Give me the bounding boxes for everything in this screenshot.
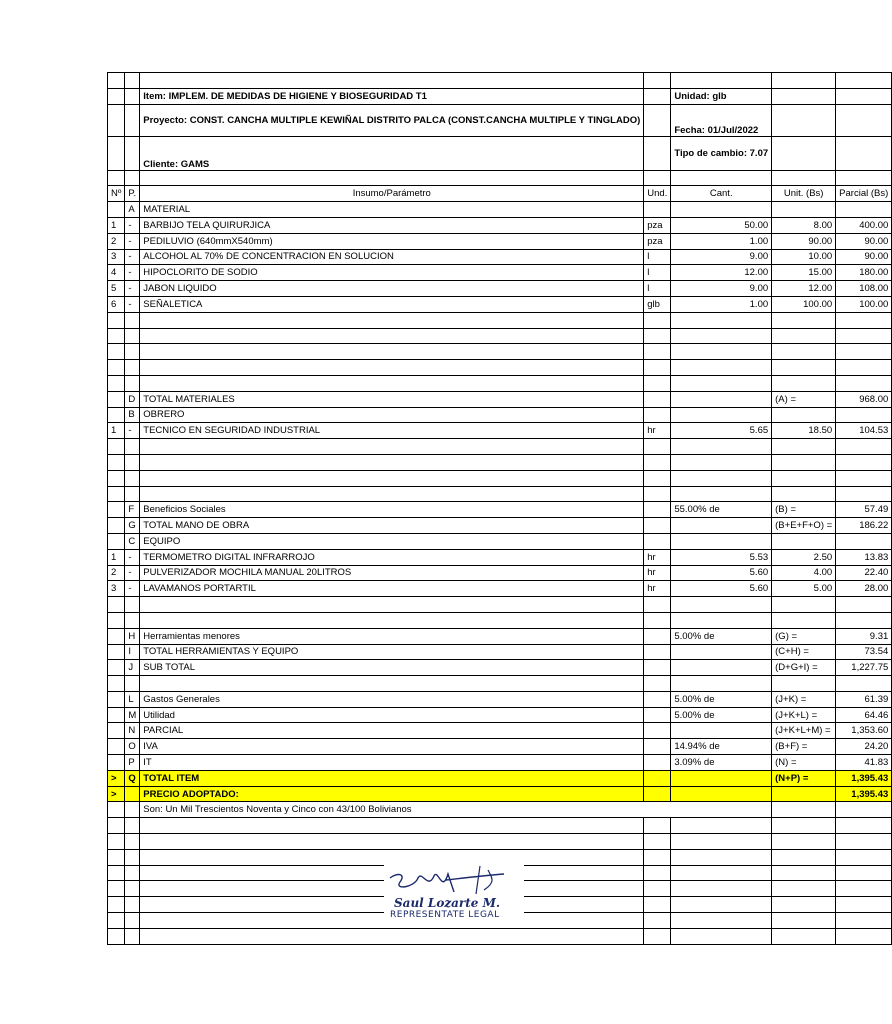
row-und: l [644,265,671,281]
row-label: TOTAL MATERIALES [140,391,644,407]
row-desc: BARBIJO TELA QUIRURJICA [140,217,644,233]
herramientas-row [108,628,892,644]
row-parcial: 180.00 [836,265,892,281]
row-code: F [125,502,140,518]
blank-row [108,597,892,613]
table-row [108,423,892,439]
row-formula: (A) = [772,391,836,407]
row-value: 968.00 [836,391,892,407]
row-number: 1 [108,549,125,565]
row-p: - [125,233,140,249]
row-value: 1,227.75 [836,660,892,676]
blank-row [108,676,892,692]
section-label: EQUIPO [140,533,644,549]
row-unit: 4.00 [772,565,836,581]
blank-row [108,834,892,850]
row-unit: 90.00 [772,233,836,249]
row-formula: (G) = [772,628,836,644]
row-und: hr [644,581,671,597]
obrero-rows [108,423,892,439]
row-p: - [125,296,140,312]
row-und: glb [644,296,671,312]
row-label: TOTAL HERRAMIENTAS Y EQUIPO [140,644,644,660]
row-value: 1,395.43 [836,770,892,786]
row-und: hr [644,549,671,565]
section-code: C [125,533,140,549]
header-item-row [108,88,892,104]
blank-row [108,928,892,944]
row-number: 5 [108,281,125,297]
row-parcial: 108.00 [836,281,892,297]
tipo-cambio-label: Tipo de cambio: 7.07 [671,136,772,170]
row-formula: (B+E+F+O) = [772,518,836,534]
row-p: - [125,281,140,297]
row-cant: 5.60 [671,565,772,581]
row-p: - [125,249,140,265]
blank-row [108,439,892,455]
row-parcial: 13.83 [836,549,892,565]
table-row [108,233,892,249]
row-p: - [125,265,140,281]
row-label: Herramientas menores [140,628,644,644]
utilidad-row [108,707,892,723]
col-parcial-header: Parcial (Bs) [836,186,892,202]
row-label: Utilidad [140,707,644,723]
fecha-label: Fecha: 01/Jul/2022 [671,104,772,136]
row-formula: (J+K+L) = [772,707,836,723]
row-value: 57.49 [836,502,892,518]
row-desc: PULVERIZADOR MOCHILA MANUAL 20LITROS [140,565,644,581]
row-desc: SEÑALETICA [140,296,644,312]
row-cant: 12.00 [671,265,772,281]
row-unit: 12.00 [772,281,836,297]
row-label: TOTAL MANO DE OBRA [140,518,644,534]
row-value: 73.54 [836,644,892,660]
row-formula: (C+H) = [772,644,836,660]
row-p: - [125,549,140,565]
table-row [108,217,892,233]
subtotal-row [108,660,892,676]
row-value: 1,395.43 [836,786,892,802]
iva-row [108,739,892,755]
row-pct: 3.09% de [671,755,772,771]
total-item-row [108,770,892,786]
row-parcial: 100.00 [836,296,892,312]
row-number: 2 [108,233,125,249]
table-row [108,581,892,597]
cliente-label: Cliente: GAMS [140,136,644,170]
row-value: 61.39 [836,691,892,707]
blank-row [108,486,892,502]
row-code: D [125,391,140,407]
signature-stamp [384,864,524,924]
table-row [108,565,892,581]
blank-row [108,360,892,376]
blank-row [108,328,892,344]
row-cant: 5.53 [671,549,772,565]
row-number: 1 [108,423,125,439]
cost-analysis-table [107,72,892,945]
item-title: Item: IMPLEM. DE MEDIDAS DE HIGIENE Y BIOSEGURIDAD T1 [140,88,644,104]
row-formula: (J+K) = [772,691,836,707]
it-row [108,755,892,771]
row-p: - [125,217,140,233]
row-number: 1 [108,217,125,233]
row-cant: 50.00 [671,217,772,233]
son-row [108,802,892,818]
row-p: - [125,565,140,581]
row-desc: TECNICO EN SEGURIDAD INDUSTRIAL [140,423,644,439]
table-row [108,549,892,565]
equipo-rows [108,549,892,596]
row-desc: PEDILUVIO (640mmX540mm) [140,233,644,249]
col-cant-header: Cant. [671,186,772,202]
row-value: 24.20 [836,739,892,755]
blank-row [108,470,892,486]
blank-row [108,73,892,89]
row-unit: 8.00 [772,217,836,233]
row-label: Gastos Generales [140,691,644,707]
row-number: 6 [108,296,125,312]
row-number: 2 [108,565,125,581]
row-label: PRECIO ADOPTADO: [140,786,644,802]
row-label: Beneficios Sociales [140,502,644,518]
row-p: - [125,423,140,439]
blank-row [108,312,892,328]
row-desc: LAVAMANOS PORTARTIL [140,581,644,597]
table-row [108,249,892,265]
signature-name: Saul Lozarte M. [394,896,501,910]
row-code: N [125,723,140,739]
row-parcial: 28.00 [836,581,892,597]
row-formula: (N+P) = [772,770,836,786]
row-unit: 5.00 [772,581,836,597]
row-code: P [125,755,140,771]
row-value: 9.31 [836,628,892,644]
row-desc: HIPOCLORITO DE SODIO [140,265,644,281]
row-mark: > [108,770,125,786]
row-cant: 5.65 [671,423,772,439]
section-label: OBRERO [140,407,644,423]
section-code: A [125,202,140,218]
blank-row [108,454,892,470]
row-code: Q [125,770,140,786]
section-material-row [108,202,892,218]
blank-row [108,849,892,865]
row-cant: 9.00 [671,249,772,265]
row-number: 3 [108,581,125,597]
row-code: M [125,707,140,723]
row-formula: (J+K+L+M) = [772,723,836,739]
blank-row [108,344,892,360]
row-label: IT [140,755,644,771]
row-value: 1,353.60 [836,723,892,739]
row-code: G [125,518,140,534]
header-cliente-row [108,136,892,170]
col-unit-header: Unit. (Bs) [772,186,836,202]
row-label: IVA [140,739,644,755]
row-cant: 9.00 [671,281,772,297]
row-p: - [125,581,140,597]
material-rows [108,217,892,312]
row-code: O [125,739,140,755]
section-obrero-row [108,407,892,423]
header-proyecto-row [108,104,892,136]
row-unit: 18.50 [772,423,836,439]
row-pct: 5.00% de [671,691,772,707]
gastos-row [108,691,892,707]
row-label: PARCIAL [140,723,644,739]
row-pct: 55.00% de [671,502,772,518]
row-parcial: 22.40 [836,565,892,581]
beneficios-row [108,502,892,518]
section-label: MATERIAL [140,202,644,218]
row-unit: 2.50 [772,549,836,565]
row-und: l [644,281,671,297]
total-materiales-row [108,391,892,407]
precio-adoptado-row [108,786,892,802]
row-unit: 10.00 [772,249,836,265]
row-parcial: 400.00 [836,217,892,233]
row-value: 186.22 [836,518,892,534]
row-formula: (N) = [772,755,836,771]
column-header-row [108,186,892,202]
row-cant: 1.00 [671,233,772,249]
row-number: 3 [108,249,125,265]
row-und: pza [644,217,671,233]
row-pct: 14.94% de [671,739,772,755]
amount-in-words: Son: Un Mil Trescientos Noventa y Cinco con 43/100 Bolivianos [140,802,772,818]
row-und: pza [644,233,671,249]
row-und: l [644,249,671,265]
row-desc: JABON LIQUIDO [140,281,644,297]
section-code: B [125,407,140,423]
col-insumo-header: Insumo/Parámetro [140,186,644,202]
row-pct: 5.00% de [671,628,772,644]
row-desc: ALCOHOL AL 70% DE CONCENTRACION EN SOLUCION [140,249,644,265]
row-und: hr [644,565,671,581]
section-equipo-row [108,533,892,549]
row-label: SUB TOTAL [140,660,644,676]
row-formula: (D+G+I) = [772,660,836,676]
blank-row [108,612,892,628]
row-mark: > [108,786,125,802]
row-pct: 5.00% de [671,707,772,723]
row-value: 41.83 [836,755,892,771]
row-unit: 100.00 [772,296,836,312]
row-parcial: 104.53 [836,423,892,439]
blank-row [108,170,892,186]
row-unit: 15.00 [772,265,836,281]
row-cant: 5.60 [671,581,772,597]
row-code: I [125,644,140,660]
signature-title: REPRESENTATE LEGAL [390,910,500,920]
col-n-header: Nº [108,186,125,202]
col-und-header: Und. [644,186,671,202]
row-value: 64.46 [836,707,892,723]
table-row [108,265,892,281]
table-row [108,281,892,297]
row-desc: TERMOMETRO DIGITAL INFRARROJO [140,549,644,565]
proyecto-label: Proyecto: CONST. CANCHA MULTIPLE KEWIÑAL DISTRITO PALCA (CONST.CANCHA MULTIPLE Y TINGLADO) [140,104,644,136]
row-cant: 1.00 [671,296,772,312]
blank-row [108,375,892,391]
row-formula: (B) = [772,502,836,518]
row-parcial: 90.00 [836,249,892,265]
row-code: H [125,628,140,644]
row-und: hr [644,423,671,439]
blank-row [108,818,892,834]
table-row [108,296,892,312]
total-mano-obra-row [108,518,892,534]
unidad-label: Unidad: glb [671,88,772,104]
col-p-header: P. [125,186,140,202]
row-parcial: 90.00 [836,233,892,249]
row-code: J [125,660,140,676]
row-formula: (B+F) = [772,739,836,755]
row-label: TOTAL ITEM [140,770,644,786]
row-number: 4 [108,265,125,281]
row-code: L [125,691,140,707]
parcial-row [108,723,892,739]
total-herramientas-row [108,644,892,660]
